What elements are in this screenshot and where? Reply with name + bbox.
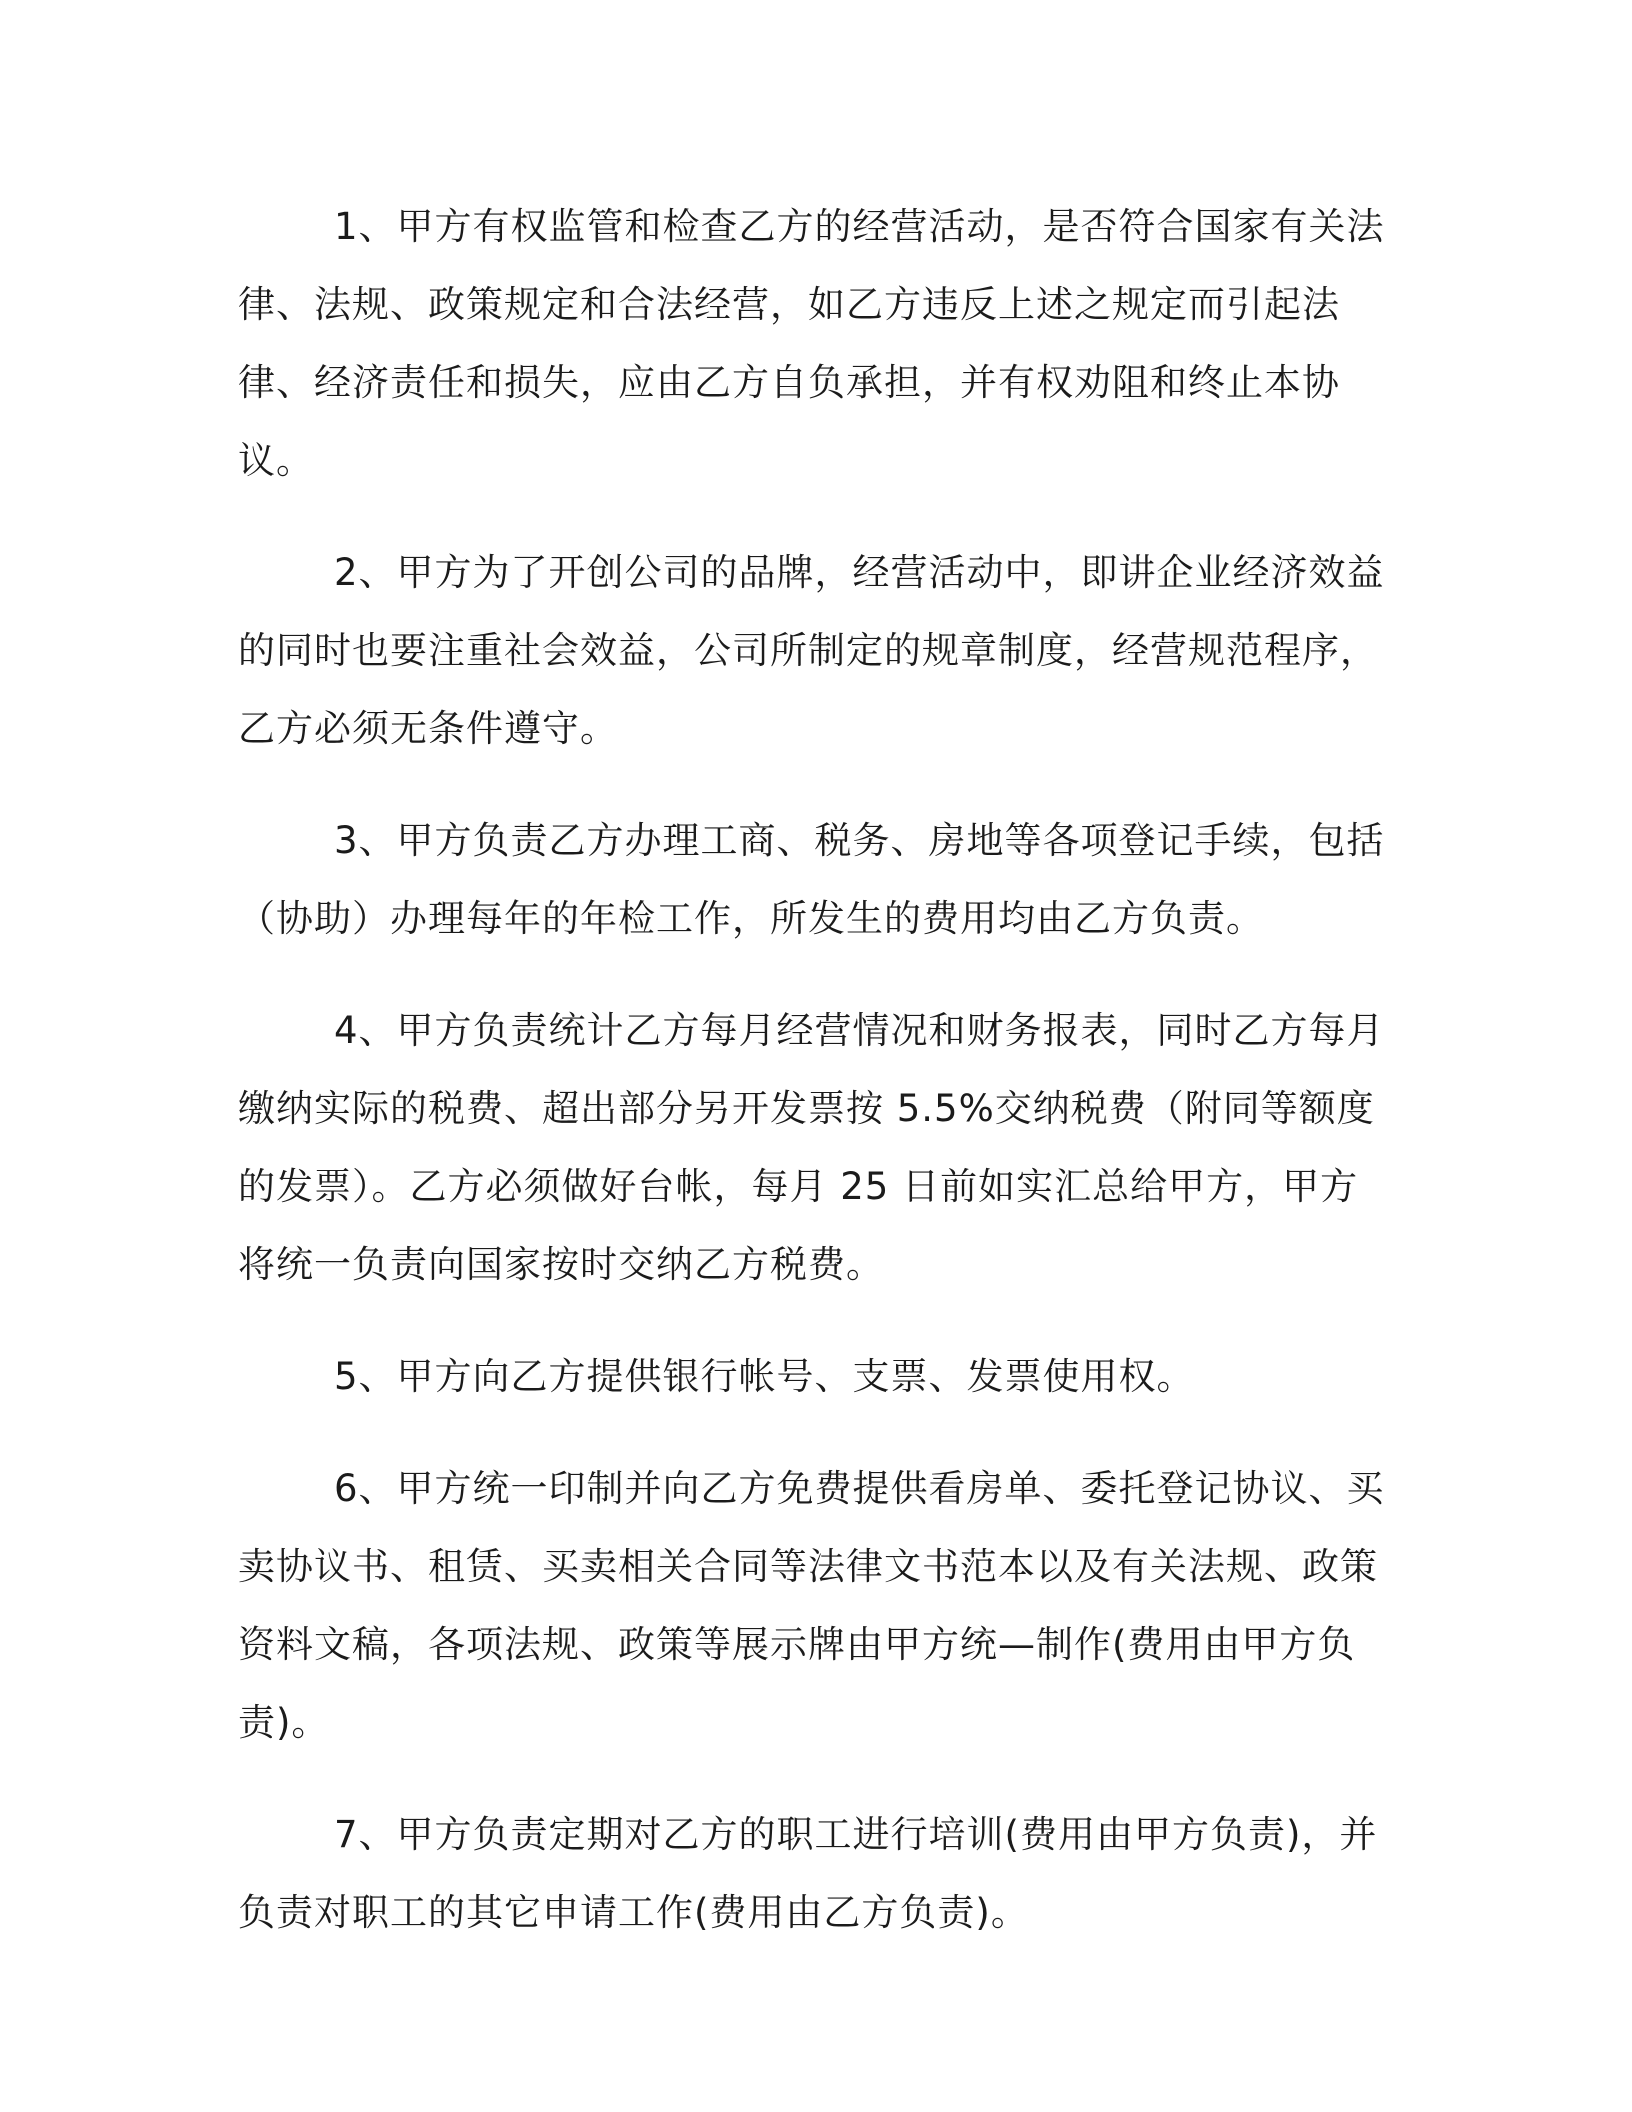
- clause-5: 5、甲方向乙方提供银行帐号、支票、发票使用权。: [334, 1355, 1195, 1398]
- document-body: [238, 188, 1388, 1986]
- clause-3: 3、甲方负责乙方办理工商、税务、房地等各项登记手续，包括（协助）办理每年的年检工作，所发生的费用均由乙方负责。: [238, 819, 1385, 940]
- clause-7: 7、甲方负责定期对乙方的职工进行培训(费用由甲方负责)，并负责对职工的其它申请工作(费用由乙方负责)。: [238, 1813, 1378, 1934]
- clause-4: 4、甲方负责统计乙方每月经营情况和财务报表，同时乙方每月缴纳实际的税费、超出部分另开发票按 5.5%交纳税费（附同等额度的发票）。乙方必须做好台帐，每月 25 日前如实汇总给甲方，甲方将统一负责向国家按时交纳乙方税费。: [238, 1009, 1385, 1286]
- clause-1: 1、甲方有权监管和检查乙方的经营活动，是否符合国家有关法律、法规、政策规定和合法经营，如乙方违反上述之规定而引起法律、经济责任和损失，应由乙方自负承担，并有权劝阻和终止本协议。: [238, 205, 1385, 482]
- clause-6: 6、甲方统一印制并向乙方免费提供看房单、委托登记协议、买卖协议书、租赁、买卖相关合同等法律文书范本以及有关法规、政策资料文稿，各项法规、政策等展示牌由甲方统—制作(费用由甲方负责)。: [238, 1467, 1385, 1744]
- clause-2: 2、甲方为了开创公司的品牌，经营活动中，即讲企业经济效益的同时也要注重社会效益，公司所制定的规章制度，经营规范程序，乙方必须无条件遵守。: [238, 551, 1385, 750]
